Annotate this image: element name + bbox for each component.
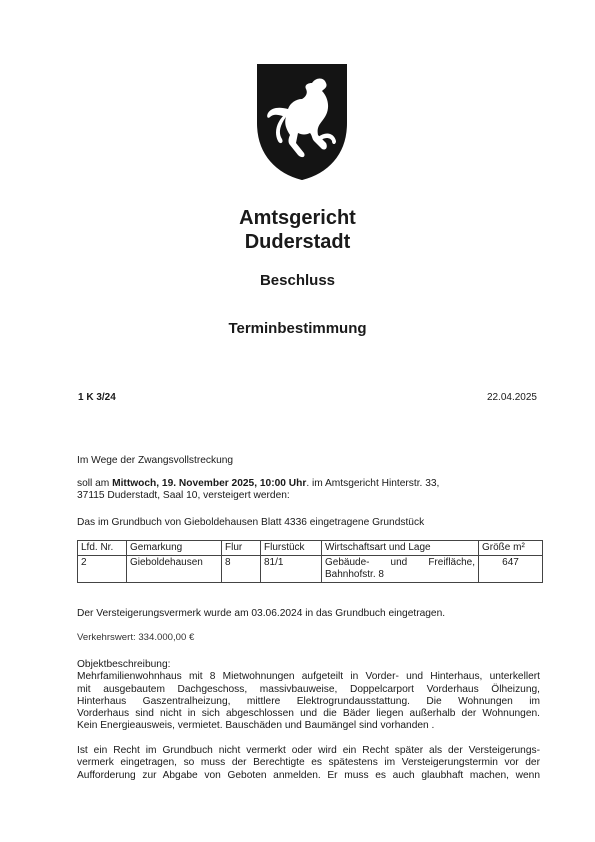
col-flur: Flur	[222, 541, 261, 556]
property-intro: Das im Grundbuch von Gieboldehausen Blatt 4336 eingetragene Grundstück	[77, 517, 425, 528]
vermerk-text: Der Versteigerungsvermerk wurde am 03.06.2024 in das Grundbuch eingetragen.	[77, 608, 446, 619]
court-name-line2: Duderstadt	[244, 231, 351, 253]
verkehrswert-text: Verkehrswert: 334.000,00 €	[77, 632, 195, 643]
object-description-line: mit ausgebautem Dachgeschoss, massivbauweise, Doppelcarport Vorderhaus Ölheizung,	[77, 683, 540, 695]
document-date: 22.04.2025	[486, 392, 537, 403]
rights-line: Ist ein Recht im Grundbuch nicht vermerkt oder wird ein Recht später als der Versteigerungs-	[77, 745, 540, 756]
schedule-prefix: soll am	[77, 478, 113, 489]
intro-text: Im Wege der Zwangsvollstreckung	[77, 455, 234, 466]
court-name-line1: Amtsgericht	[239, 207, 356, 229]
property-table	[77, 540, 543, 583]
col-lage: Wirtschaftsart und Lage	[322, 541, 479, 556]
document-title: Terminbestimmung	[228, 320, 367, 337]
cell-lage	[322, 556, 479, 583]
col-lfd-nr: Lfd. Nr.	[78, 541, 127, 556]
cell-flur: 8	[222, 556, 261, 583]
object-description-line: Mehrfamilienwohnhaus mit 8 Mietwohnungen aufgeteilt in Vorder- und Hinterhaus, unterkellert	[77, 671, 540, 683]
schedule-paragraph	[77, 478, 540, 503]
col-groesse: Größe m²	[479, 541, 543, 556]
object-description-label: Objektbeschreibung:	[77, 659, 171, 670]
table-row	[78, 556, 543, 583]
rights-paragraph	[77, 745, 540, 782]
schedule-line2: 37115 Duderstadt, Saal 10, versteigert werden:	[77, 490, 290, 502]
object-description-line: Hinterhaus Gaszentralheizung, mittlere Elektrogrundausstattung. Die Wohnungen im	[77, 695, 540, 707]
object-description	[77, 659, 540, 733]
cell-lage-line2: Bahnhofstr. 8	[325, 569, 384, 580]
case-number: 1 K 3/24	[78, 392, 116, 403]
decision-heading: Beschluss	[259, 272, 336, 289]
object-description-line: Vorderhaus sind nicht in sich abgeschlossen und die Bäder liegen außerhalb der Wohnungen.	[77, 708, 540, 720]
coat-of-arms-horse-icon	[256, 63, 348, 181]
cell-lage-line1: Gebäude- und Freifläche,	[325, 557, 475, 568]
object-description-line: Kein Energieausweis, vermietet. Bauschäden und Baumängel sind vorhanden .	[77, 720, 435, 732]
cell-lfd-nr: 2	[78, 556, 127, 583]
cell-groesse: 647	[479, 556, 543, 583]
schedule-suffix: . im Amtsgericht Hinterstr. 33,	[306, 478, 440, 489]
col-gemarkung: Gemarkung	[127, 541, 222, 556]
cell-gemarkung: Gieboldehausen	[127, 556, 222, 583]
rights-line: vermerk eingetragen, so muss der Berechtigte es spätestens im Versteigerungstermin vor der	[77, 757, 540, 769]
cell-flurstueck: 81/1	[261, 556, 322, 583]
rights-line: Aufforderung zur Abgabe von Geboten anmelden. Er muss es auch glaubhaft machen, wenn	[77, 769, 540, 781]
schedule-datetime: Mittwoch, 19. November 2025, 10:00 Uhr	[112, 478, 307, 489]
col-flurstueck: Flurstück	[261, 541, 322, 556]
table-header-row	[78, 541, 543, 556]
